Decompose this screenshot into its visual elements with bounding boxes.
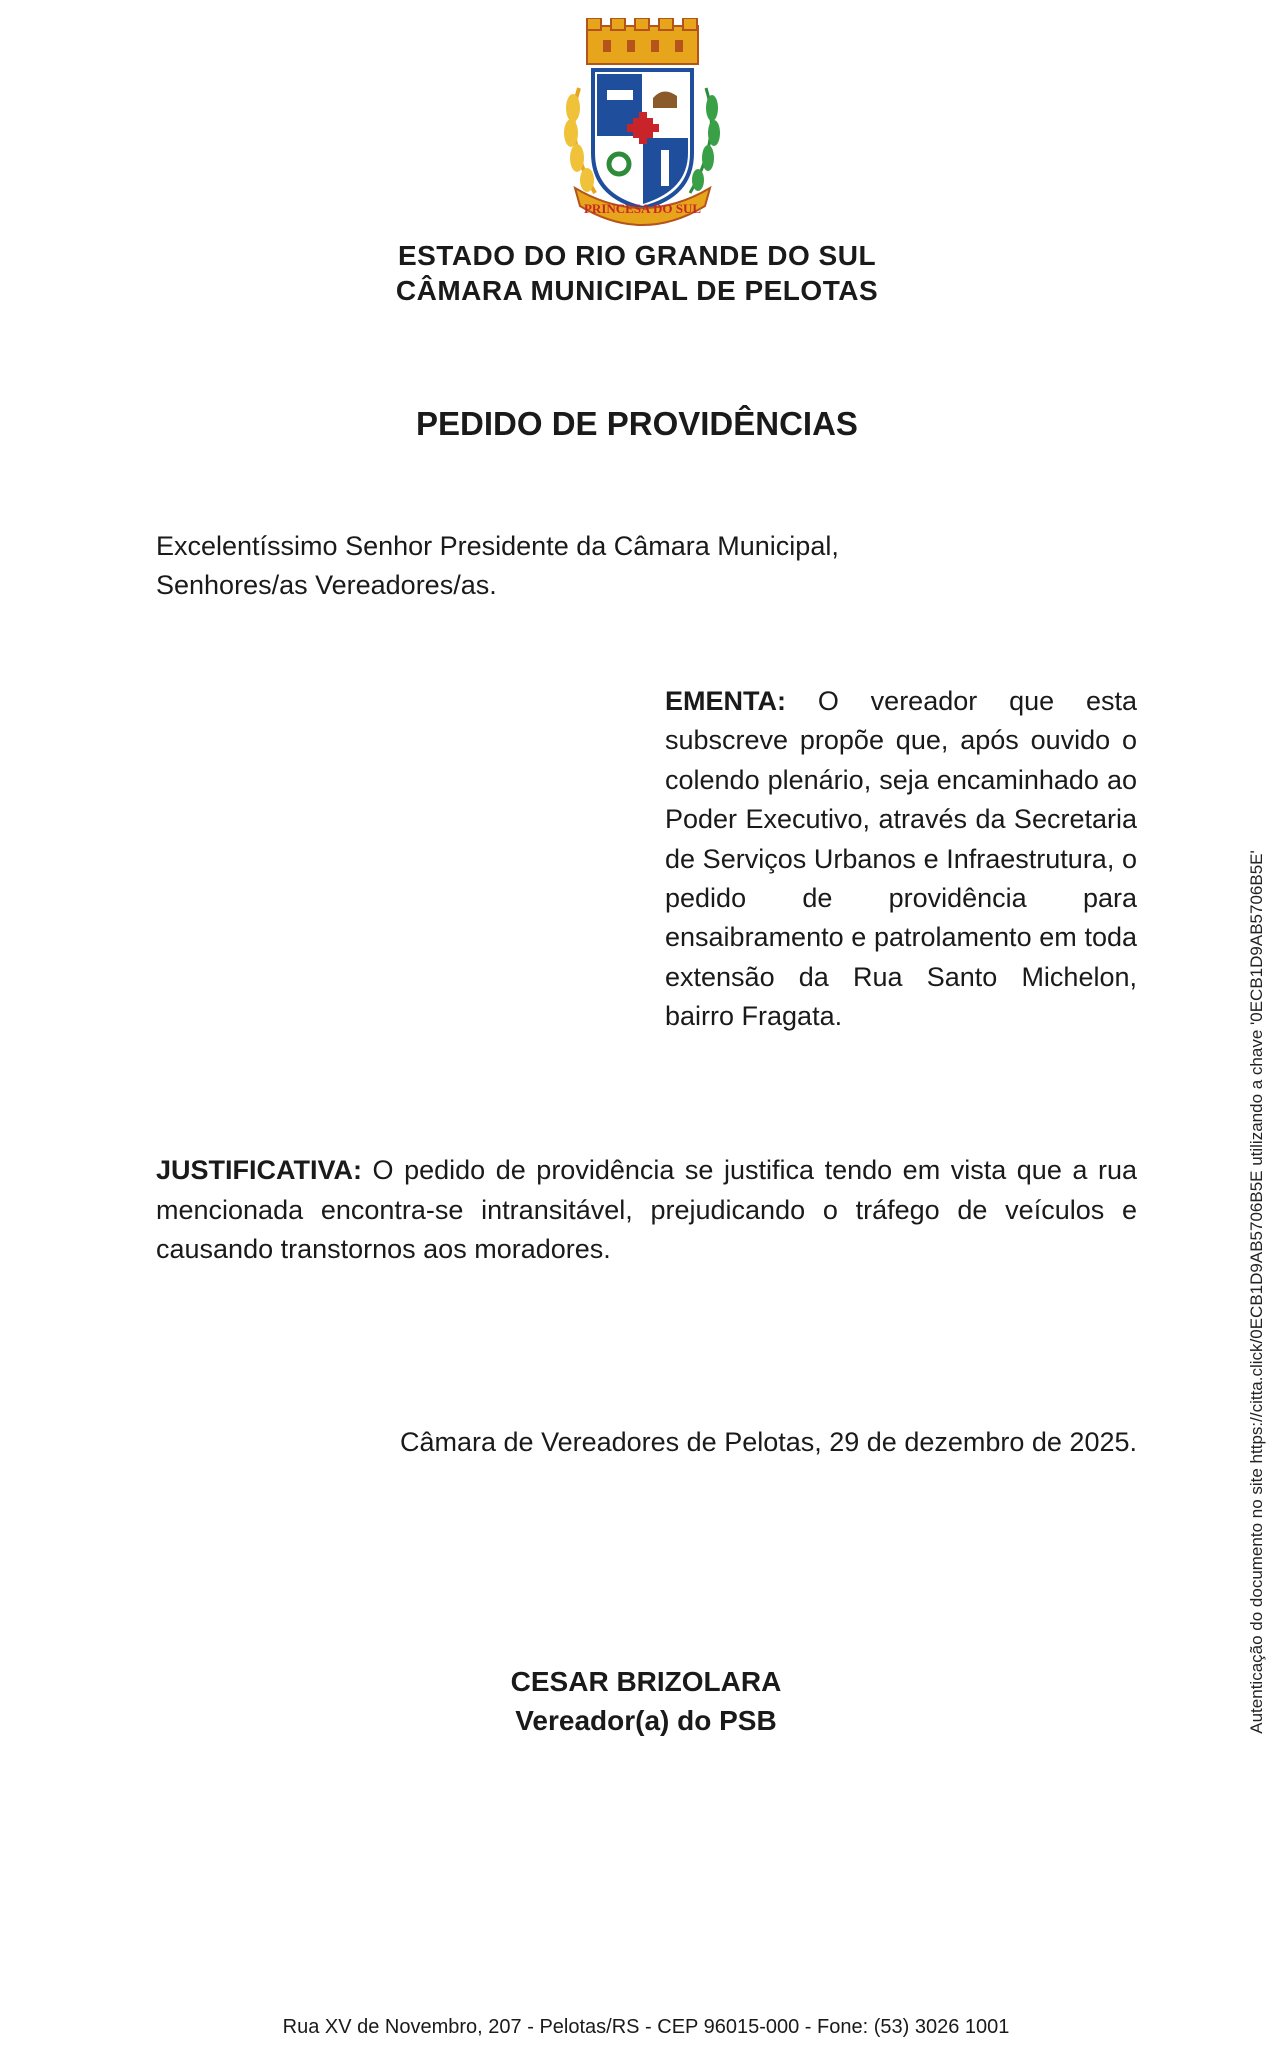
ementa-paragraph bbox=[665, 682, 1137, 1037]
municipal-crest-logo bbox=[555, 18, 730, 233]
salutation-line-1: Excelentíssimo Senhor Presidente da Câmara Municipal, bbox=[156, 531, 839, 561]
salutation-line-2: Senhores/as Vereadores/as. bbox=[156, 570, 497, 600]
svg-text:PRINCESA DO SUL: PRINCESA DO SUL bbox=[583, 201, 702, 216]
footer-address: Rua XV de Novembro, 207 - Pelotas/RS - CEP 96015-000 - Fone: (53) 3026 1001 bbox=[282, 2016, 1010, 2038]
signer-name: CESAR BRIZOLARA bbox=[510, 1666, 782, 1697]
date-line: Câmara de Vereadores de Pelotas, 29 de dezembro de 2025. bbox=[400, 1427, 1137, 1457]
ementa-text: O vereador que esta subscreve propõe que, após ouvido o colendo plenário, seja encaminhado ao Poder Executivo, através da Secretaria de Serviços Urbanos e Infraestrutura, o pedido de providência para ensaibramento e patrolamento em toda extensão da Rua Santo Michelon, bairro Fragata. bbox=[665, 686, 1137, 1032]
document-title: PEDIDO DE PROVIDÊNCIAS bbox=[416, 405, 858, 442]
justificativa-label: JUSTIFICATIVA: bbox=[156, 1155, 362, 1185]
shield-icon bbox=[593, 70, 692, 208]
justificativa-text: O pedido de providência se justifica tendo em vista que a rua mencionada encontra-se intransitável, prejudicando o tráfego de veículos e causando transtornos aos moradores. bbox=[156, 1155, 1137, 1264]
justificativa-paragraph bbox=[156, 1151, 1137, 1270]
signer-role: Vereador(a) do PSB bbox=[515, 1705, 777, 1736]
header-state: ESTADO DO RIO GRANDE DO SUL bbox=[397, 240, 877, 271]
salutation bbox=[156, 527, 839, 605]
ementa-label: EMENTA: bbox=[665, 686, 786, 716]
crown-icon bbox=[587, 18, 698, 64]
header-chamber: CÂMARA MUNICIPAL DE PELOTAS bbox=[395, 275, 879, 306]
authentication-note: Autenticação do documento no site https://citta.click/0ECB1D9AB5706B5E utilizando a chave '0ECB1D9AB5706B5E' bbox=[1247, 850, 1266, 1734]
